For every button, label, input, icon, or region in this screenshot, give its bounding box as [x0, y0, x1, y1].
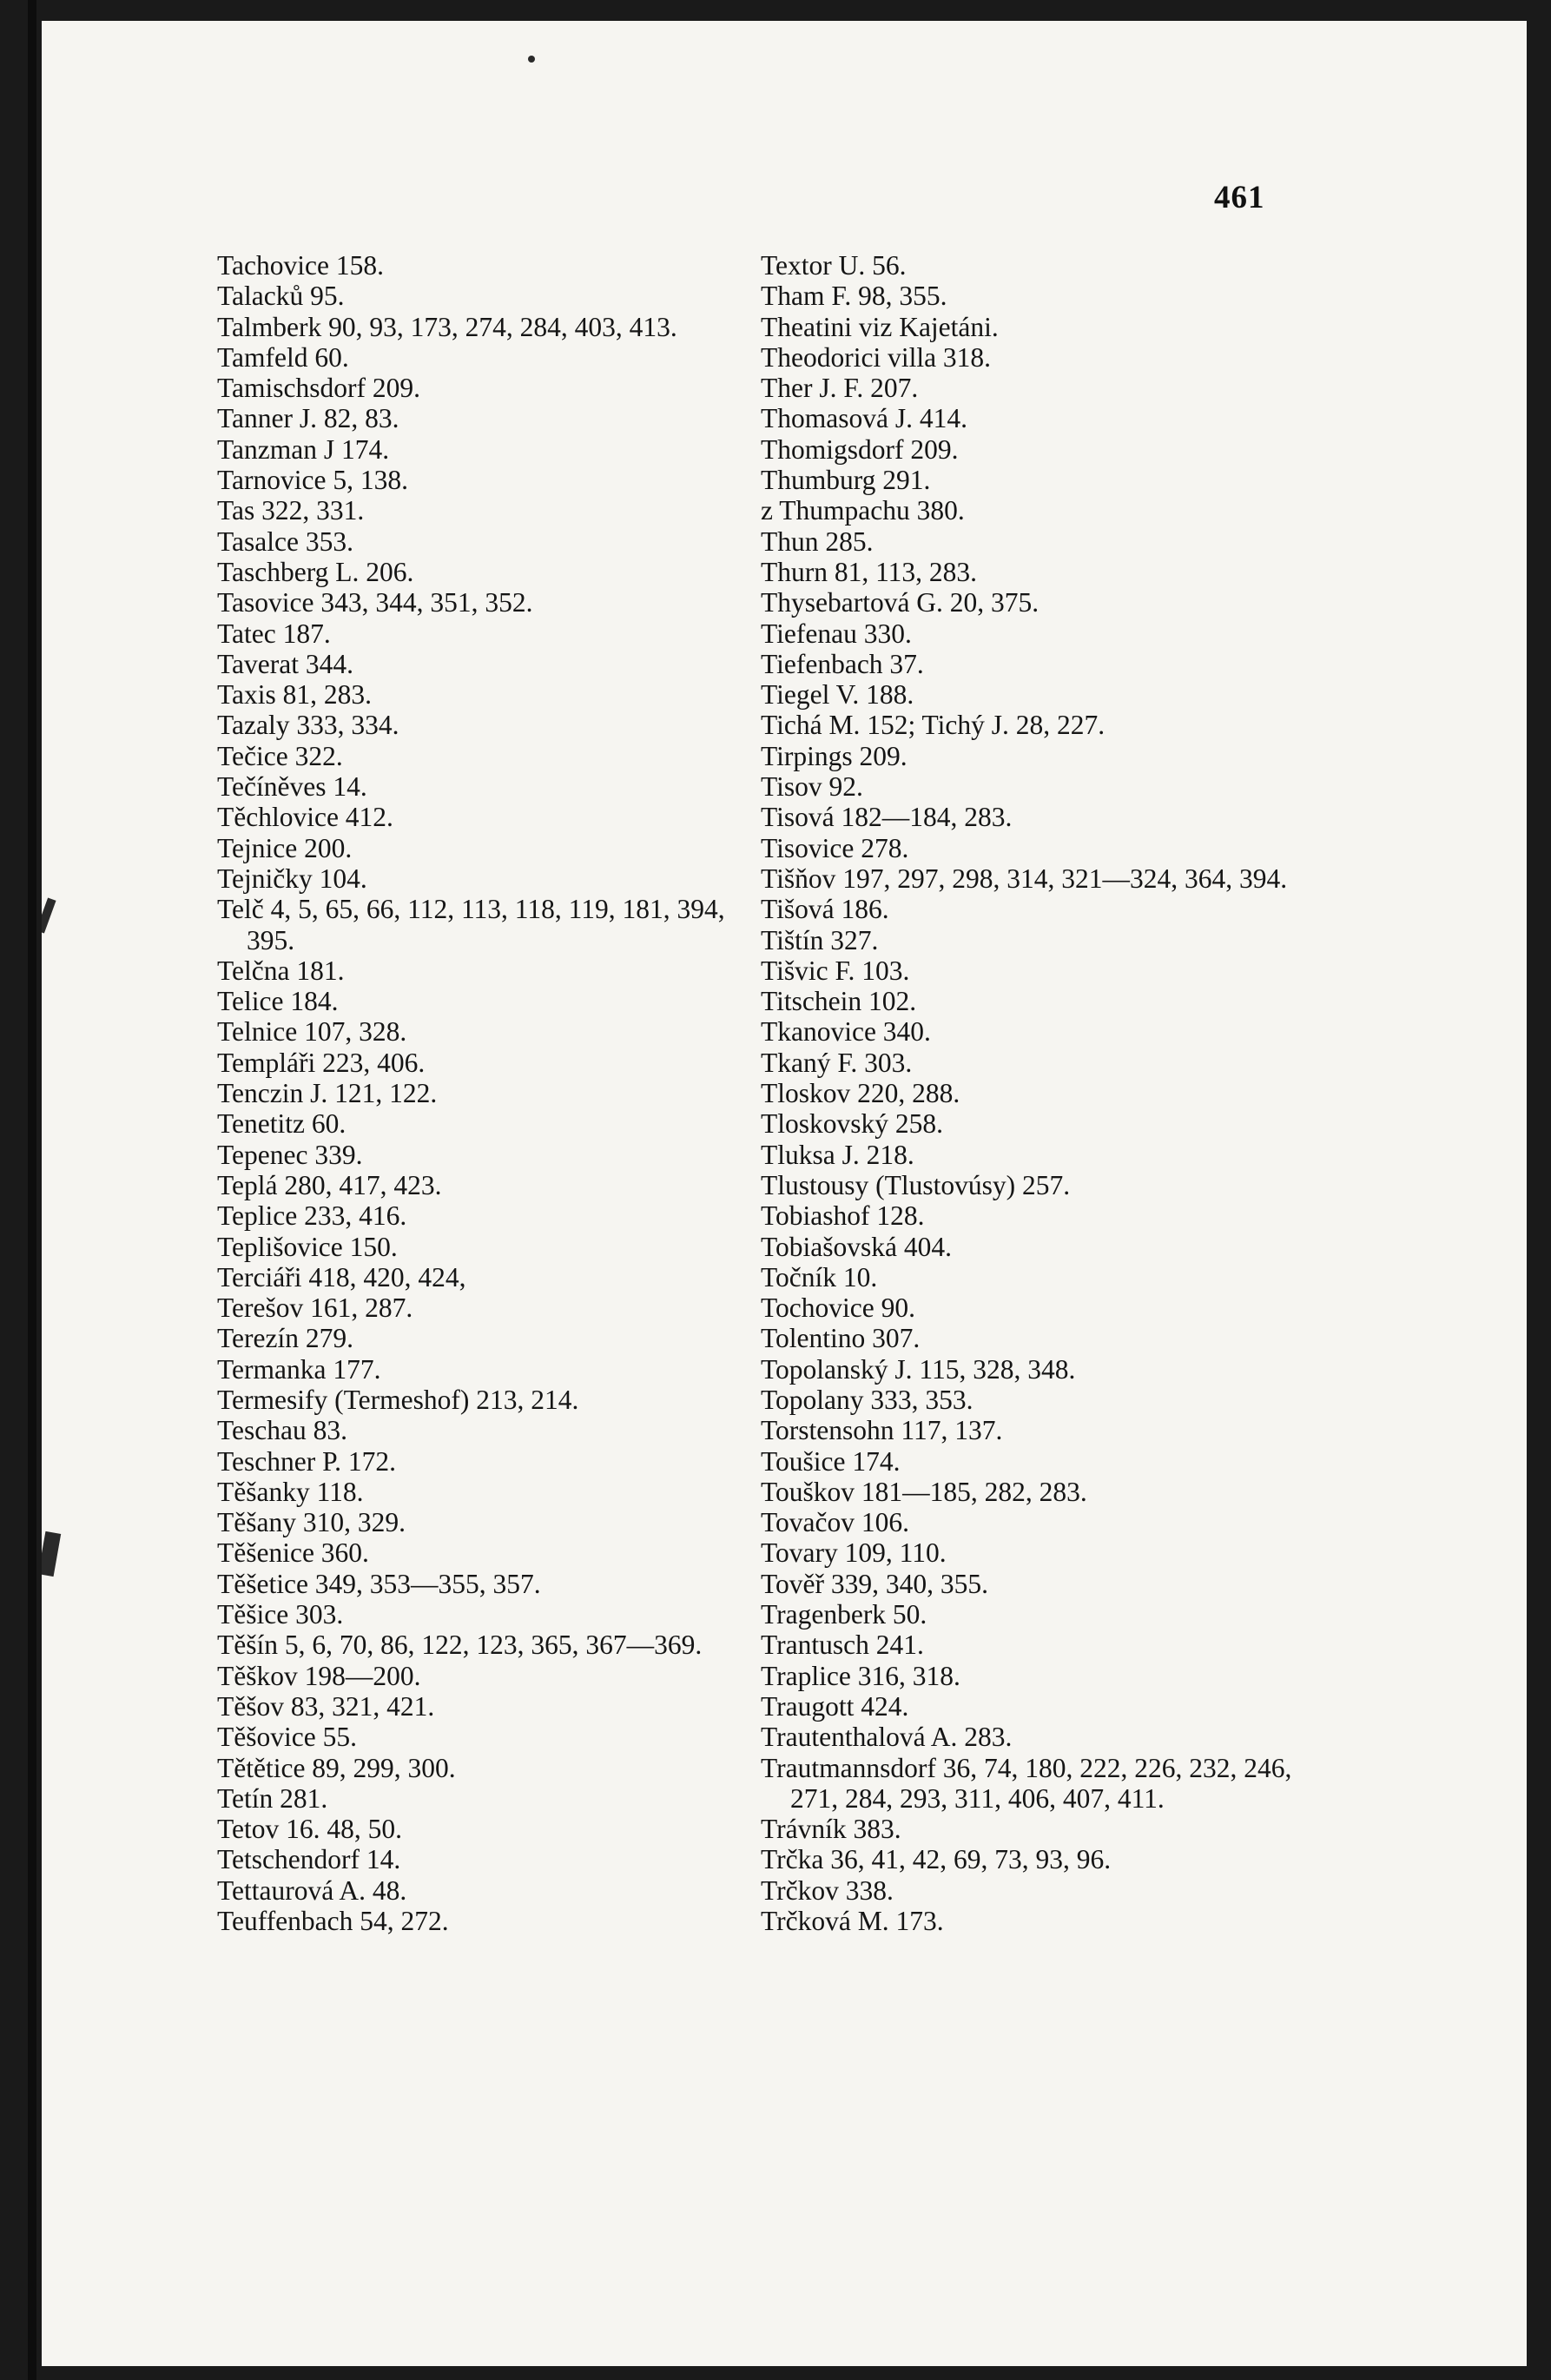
index-entry: Tamischsdorf 209.	[217, 373, 421, 404]
index-entry: Tolentino 307.	[761, 1323, 921, 1354]
index-entry: Těšetice 349, 353—355, 357.	[217, 1568, 541, 1599]
index-entry: Tachovice 158.	[217, 250, 384, 281]
index-entry: Telice 184.	[217, 986, 339, 1017]
index-entry: Toušice 174.	[761, 1445, 901, 1477]
index-entry: Tazaly 333, 334.	[217, 710, 399, 741]
index-column-left	[217, 250, 756, 1936]
book-page	[42, 21, 1527, 2366]
index-entry: Tas 322, 331.	[217, 495, 365, 526]
index-entry: Tepenec 339.	[217, 1139, 363, 1170]
index-entry: Thun 285.	[761, 526, 874, 557]
index-entry: Termesify (Termeshof) 213, 214.	[217, 1384, 579, 1415]
index-entry: Těšenice 360.	[217, 1537, 369, 1569]
index-entry: Theodorici villa 318.	[761, 341, 992, 373]
index-entry: Těšov 83, 321, 421.	[217, 1690, 435, 1722]
page-number: 461	[1214, 180, 1265, 215]
index-entry: Tetschendorf 14.	[217, 1844, 401, 1875]
index-entry: Tověř 339, 340, 355.	[761, 1568, 989, 1599]
index-entry: Trčková M. 173.	[761, 1906, 944, 1937]
index-entry: Teschner P. 172.	[217, 1445, 397, 1477]
index-entry: Teplišovice 150.	[217, 1231, 398, 1262]
index-entry: z Thumpachu 380.	[761, 495, 965, 526]
index-entry: Těškov 198—200.	[217, 1660, 421, 1691]
index-entry: Tejnice 200.	[217, 832, 353, 863]
index-entry: Tišová 186.	[761, 894, 889, 925]
index-entry: Trantusch 241.	[761, 1630, 924, 1661]
index-entry: Tanzman J 174.	[217, 433, 390, 465]
index-entry: Tanner J. 82, 83.	[217, 403, 399, 434]
index-entry: Tištín 327.	[761, 924, 879, 955]
index-entry: Teschau 83.	[217, 1415, 347, 1446]
index-entry: Templáři 223, 406.	[217, 1047, 426, 1078]
index-entry: Tarnovice 5, 138.	[217, 465, 408, 496]
index-entry: Thysebartová G. 20, 375.	[761, 587, 1040, 618]
index-entry: Textor U. 56.	[761, 250, 907, 281]
index-entry: Termanka 177.	[217, 1353, 381, 1385]
index-entry: Tovačov 106.	[761, 1507, 910, 1538]
index-entry: Touškov 181—185, 282, 283.	[761, 1476, 1087, 1507]
index-entry: Točník 10.	[761, 1261, 878, 1292]
index-entry: Tatec 187.	[217, 618, 331, 649]
index-entry: Tham F. 98, 355.	[761, 281, 947, 312]
index-entry: Torstensohn 117, 137.	[761, 1415, 1003, 1446]
index-entry: Thumburg 291.	[761, 465, 931, 496]
index-entry: Tobiašovská 404.	[761, 1231, 953, 1262]
index-entry: Trčka 36, 41, 42, 69, 73, 93, 96.	[761, 1844, 1112, 1875]
index-entry: Těšín 5, 6, 70, 86, 122, 123, 365, 367—369.	[217, 1630, 703, 1661]
index-entry: Tloskovský 258.	[761, 1108, 944, 1140]
margin-mark	[528, 56, 535, 63]
index-entry: Tovary 109, 110.	[761, 1537, 947, 1569]
index-entry: Tochovice 90.	[761, 1292, 915, 1324]
index-entry: Theatini viz Kajetáni.	[761, 311, 999, 342]
index-entry: Taxis 81, 283.	[217, 679, 373, 711]
index-entry: Terezín 279.	[217, 1323, 353, 1354]
index-entry: Tenetitz 60.	[217, 1108, 346, 1140]
index-entry: Tečíněves 14.	[217, 771, 367, 803]
index-entry: Teplice 233, 416.	[217, 1200, 407, 1232]
index-entry: Tiefenbach 37.	[761, 648, 924, 679]
index-entry: Trávník 383.	[761, 1814, 901, 1845]
index-column-right	[761, 250, 1299, 1936]
margin-mark	[42, 1531, 61, 1577]
index-entry: Tětětice 89, 299, 300.	[217, 1752, 456, 1783]
index-entry: Trautenthalová A. 283.	[761, 1722, 1013, 1753]
index-entry: Thurn 81, 113, 283.	[761, 556, 978, 587]
index-entry: Terciáři 418, 420, 424,	[217, 1261, 466, 1292]
index-entry: Topolanský J. 115, 328, 348.	[761, 1353, 1076, 1385]
index-entry: Tirpings 209.	[761, 740, 908, 771]
index-entry: Traugott 424.	[761, 1690, 909, 1722]
index-entry: Tloskov 220, 288.	[761, 1078, 960, 1109]
index-entry: Thomigsdorf 209.	[761, 433, 959, 465]
index-entry: Tasovice 343, 344, 351, 352.	[217, 587, 533, 618]
index-entry: Teplá 280, 417, 423.	[217, 1169, 442, 1200]
index-entry: Telnice 107, 328.	[217, 1016, 407, 1048]
index-entry: Těšanky 118.	[217, 1476, 364, 1507]
index-entry: Telčna 181.	[217, 955, 345, 986]
index-entry: Trautmannsdorf 36, 74, 180, 222, 226, 232, 246, 271, 284, 293, 311, 406, 407, 411.	[761, 1752, 1292, 1814]
binding-edge	[28, 0, 36, 2380]
index-entry: Tetín 281.	[217, 1782, 328, 1814]
margin-mark	[42, 897, 56, 933]
index-entry: Tisová 182—184, 283.	[761, 802, 1013, 833]
index-entry: Těšovice 55.	[217, 1722, 357, 1753]
index-entry: Tejničky 104.	[217, 863, 367, 894]
index-entry: Taschberg L. 206.	[217, 556, 414, 587]
index-entry: Tišňov 197, 297, 298, 314, 321—324, 364, 394.	[761, 863, 1288, 894]
index-entry: Tisovice 278.	[761, 832, 909, 863]
index-entry: Tiegel V. 188.	[761, 679, 914, 711]
index-entry: Tlustousy (Tlustovúsy) 257.	[761, 1169, 1071, 1200]
index-entry: Těchlovice 412.	[217, 802, 393, 833]
index-entry: Topolany 333, 353.	[761, 1384, 974, 1415]
index-entry: Talmberk 90, 93, 173, 274, 284, 403, 413.	[217, 311, 677, 342]
index-entry: Thomasová J. 414.	[761, 403, 967, 434]
index-entry: Tluksa J. 218.	[761, 1139, 914, 1170]
index-entry: Tettaurová A. 48.	[217, 1874, 407, 1906]
index-entry: Tasalce 353.	[217, 526, 353, 557]
index-entry: Tisov 92.	[761, 771, 863, 803]
index-entry: Ther J. F. 207.	[761, 373, 919, 404]
index-entry: Tobiashof 128.	[761, 1200, 925, 1232]
index-entry: Trčkov 338.	[761, 1874, 894, 1906]
index-entry: Tetov 16. 48, 50.	[217, 1814, 403, 1845]
index-entry: Tkaný F. 303.	[761, 1047, 913, 1078]
index-entry: Těšice 303.	[217, 1599, 344, 1630]
index-entry: Tišvic F. 103.	[761, 955, 910, 986]
index-entry: Traplice 316, 318.	[761, 1660, 960, 1691]
index-entry: Tenczin J. 121, 122.	[217, 1078, 438, 1109]
index-entry: Tiefenau 330.	[761, 618, 912, 649]
index-entry: Taverat 344.	[217, 648, 353, 679]
index-entry: Tamfeld 60.	[217, 341, 349, 373]
index-entry: Tragenberk 50.	[761, 1599, 927, 1630]
index-entry: Terešov 161, 287.	[217, 1292, 413, 1324]
index-entry: Tichá M. 152; Tichý J. 28, 227.	[761, 710, 1106, 741]
index-entry: Titschein 102.	[761, 986, 917, 1017]
index-entry: Těšany 310, 329.	[217, 1507, 406, 1538]
index-entry: Teuffenbach 54, 272.	[217, 1906, 449, 1937]
index-entry: Tečice 322.	[217, 740, 343, 771]
index-entry: Telč 4, 5, 65, 66, 112, 113, 118, 119, 181, 394, 395.	[217, 894, 725, 955]
index-entry: Tkanovice 340.	[761, 1016, 931, 1048]
index-entry: Talacků 95.	[217, 281, 345, 312]
